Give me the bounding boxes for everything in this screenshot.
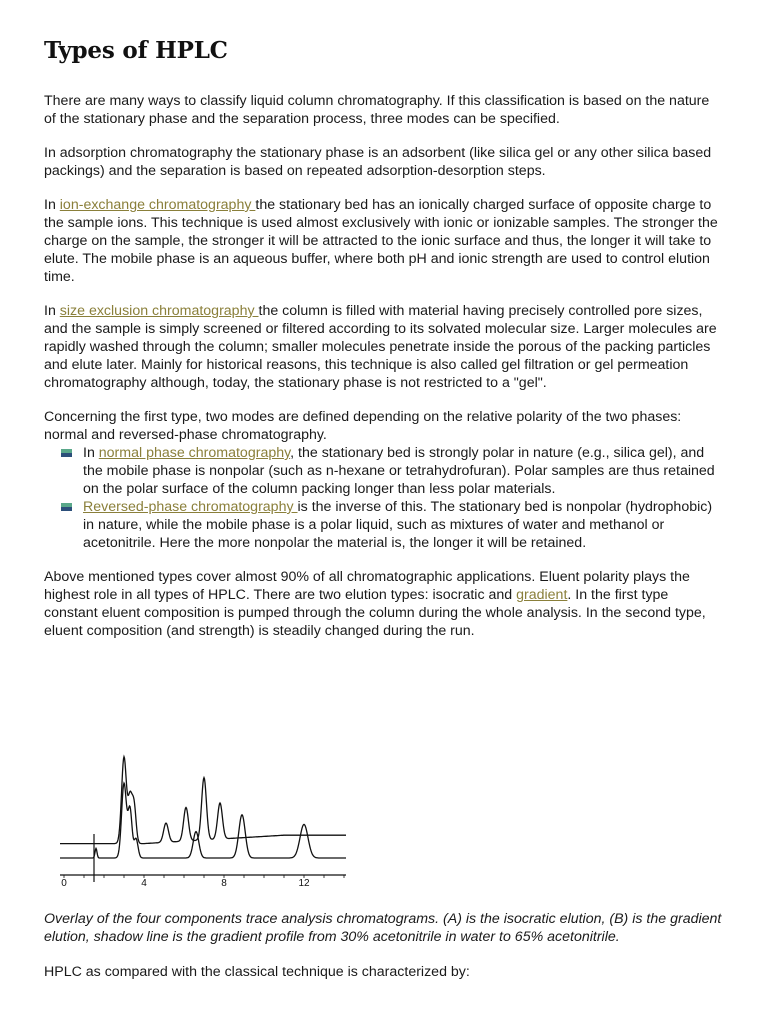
- bullet-icon: [61, 449, 72, 457]
- chromatogram-chart: [60, 688, 352, 886]
- x-tick-label: 12: [298, 878, 310, 886]
- list-item-reversed-phase: [83, 498, 724, 552]
- text-post: the stationary bed has an ionically charged surface of opposite charge to the sample ions. This technique is used almost exclusively with ionic or ionizable samples. The stronger the charge on the sample, the stronger it will be attracted to the ionic surface and thus, the longer it will take to elute. The mobile phase is an aqueous buffer, where both pH and ionic strength are used to control elution time.: [44, 197, 718, 285]
- paragraph-polarity: Concerning the first type, two modes are defined depending on the relative polarity of the two phases: normal and reversed-phase chromatography.: [44, 409, 682, 443]
- page-title: Types of HPLC: [44, 37, 228, 64]
- phase-list: [44, 444, 724, 552]
- ion-exchange-link[interactable]: ion-exchange chromatography: [59, 197, 256, 213]
- text-pre: In: [44, 303, 60, 319]
- x-tick-label: 8: [221, 878, 227, 886]
- paragraph-elution-types: [44, 568, 724, 640]
- paragraph-adsorption: In adsorption chromatography the stationary phase is an adsorbent (like silica gel or any other silica based packings) and the separation is based on repeated adsorption-desorption steps.: [44, 145, 712, 179]
- isocratic-trace-line: [60, 783, 346, 858]
- text-post: is the inverse of this. The stationary bed is nonpolar (hydrophobic) in nature, while the mobile phase is a polar liquid, such as mixtures of water and methanol or acetonitrile. Here the more nonpolar the material is, the longer it will be retained.: [83, 499, 713, 551]
- bullet-icon: [61, 503, 72, 511]
- gradient-trace-line: [60, 757, 346, 844]
- paragraph-size-exclusion: [44, 302, 724, 392]
- text-post: , the stationary bed is strongly polar in nature (e.g., silica gel), and the mobile phase is nonpolar (such as n-hexane or tetrahydrofuran). Polar samples are thus retained on the polar surface of the column packing longer than less polar materials.: [83, 445, 715, 497]
- text-pre: In: [83, 445, 99, 461]
- x-tick-label: 4: [141, 878, 147, 886]
- text-post: the column is filled with material having precisely controlled pore sizes, and the sample is simply screened or filtered according to its solvated molecular size. Larger molecules are rapidly washed through the column; smaller molecules penetrate inside the porous of the packing particles and elute later. Mainly for historical reasons, this technique is also called gel filtration or gel permeation chromatography although, today, the stationary phase is not restricted to a "gel".: [44, 303, 717, 391]
- text-post: . In the first type constant eluent composition is pumped through the column during the whole analysis. In the second type, eluent composition (and strength) is steadily changed during the run.: [44, 587, 706, 639]
- article-body: [44, 92, 724, 656]
- paragraph-intro: There are many ways to classify liquid column chromatography. If this classification is based on the nature of the stationary phase and the separation process, three modes can be specified.: [44, 93, 710, 127]
- paragraph-ion-exchange: [44, 196, 724, 286]
- size-exclusion-link[interactable]: size exclusion chromatography: [59, 303, 259, 319]
- x-tick-label: 0: [61, 878, 67, 886]
- gradient-link[interactable]: gradient: [516, 587, 568, 603]
- closing-paragraph: HPLC as compared with the classical technique is characterized by:: [44, 964, 470, 980]
- normal-phase-link[interactable]: normal phase chromatography: [98, 445, 291, 461]
- text-pre: Above mentioned types cover almost 90% of all chromatographic applications. Eluent polarity plays the highest role in all types of HPLC. There are two elution types: isocratic and: [44, 569, 690, 603]
- text-pre: In: [44, 197, 60, 213]
- list-item-normal-phase: [83, 444, 724, 498]
- reversed-phase-link[interactable]: Reversed-phase chromatography: [83, 499, 298, 515]
- chromatogram-svg: [60, 688, 352, 886]
- figure-caption: Overlay of the four components trace analysis chromatograms. (A) is the isocratic elution, (B) is the gradient elution, shadow line is the gradient profile from 30% acetonitrile in water to 65% acetonitrile.: [44, 911, 722, 945]
